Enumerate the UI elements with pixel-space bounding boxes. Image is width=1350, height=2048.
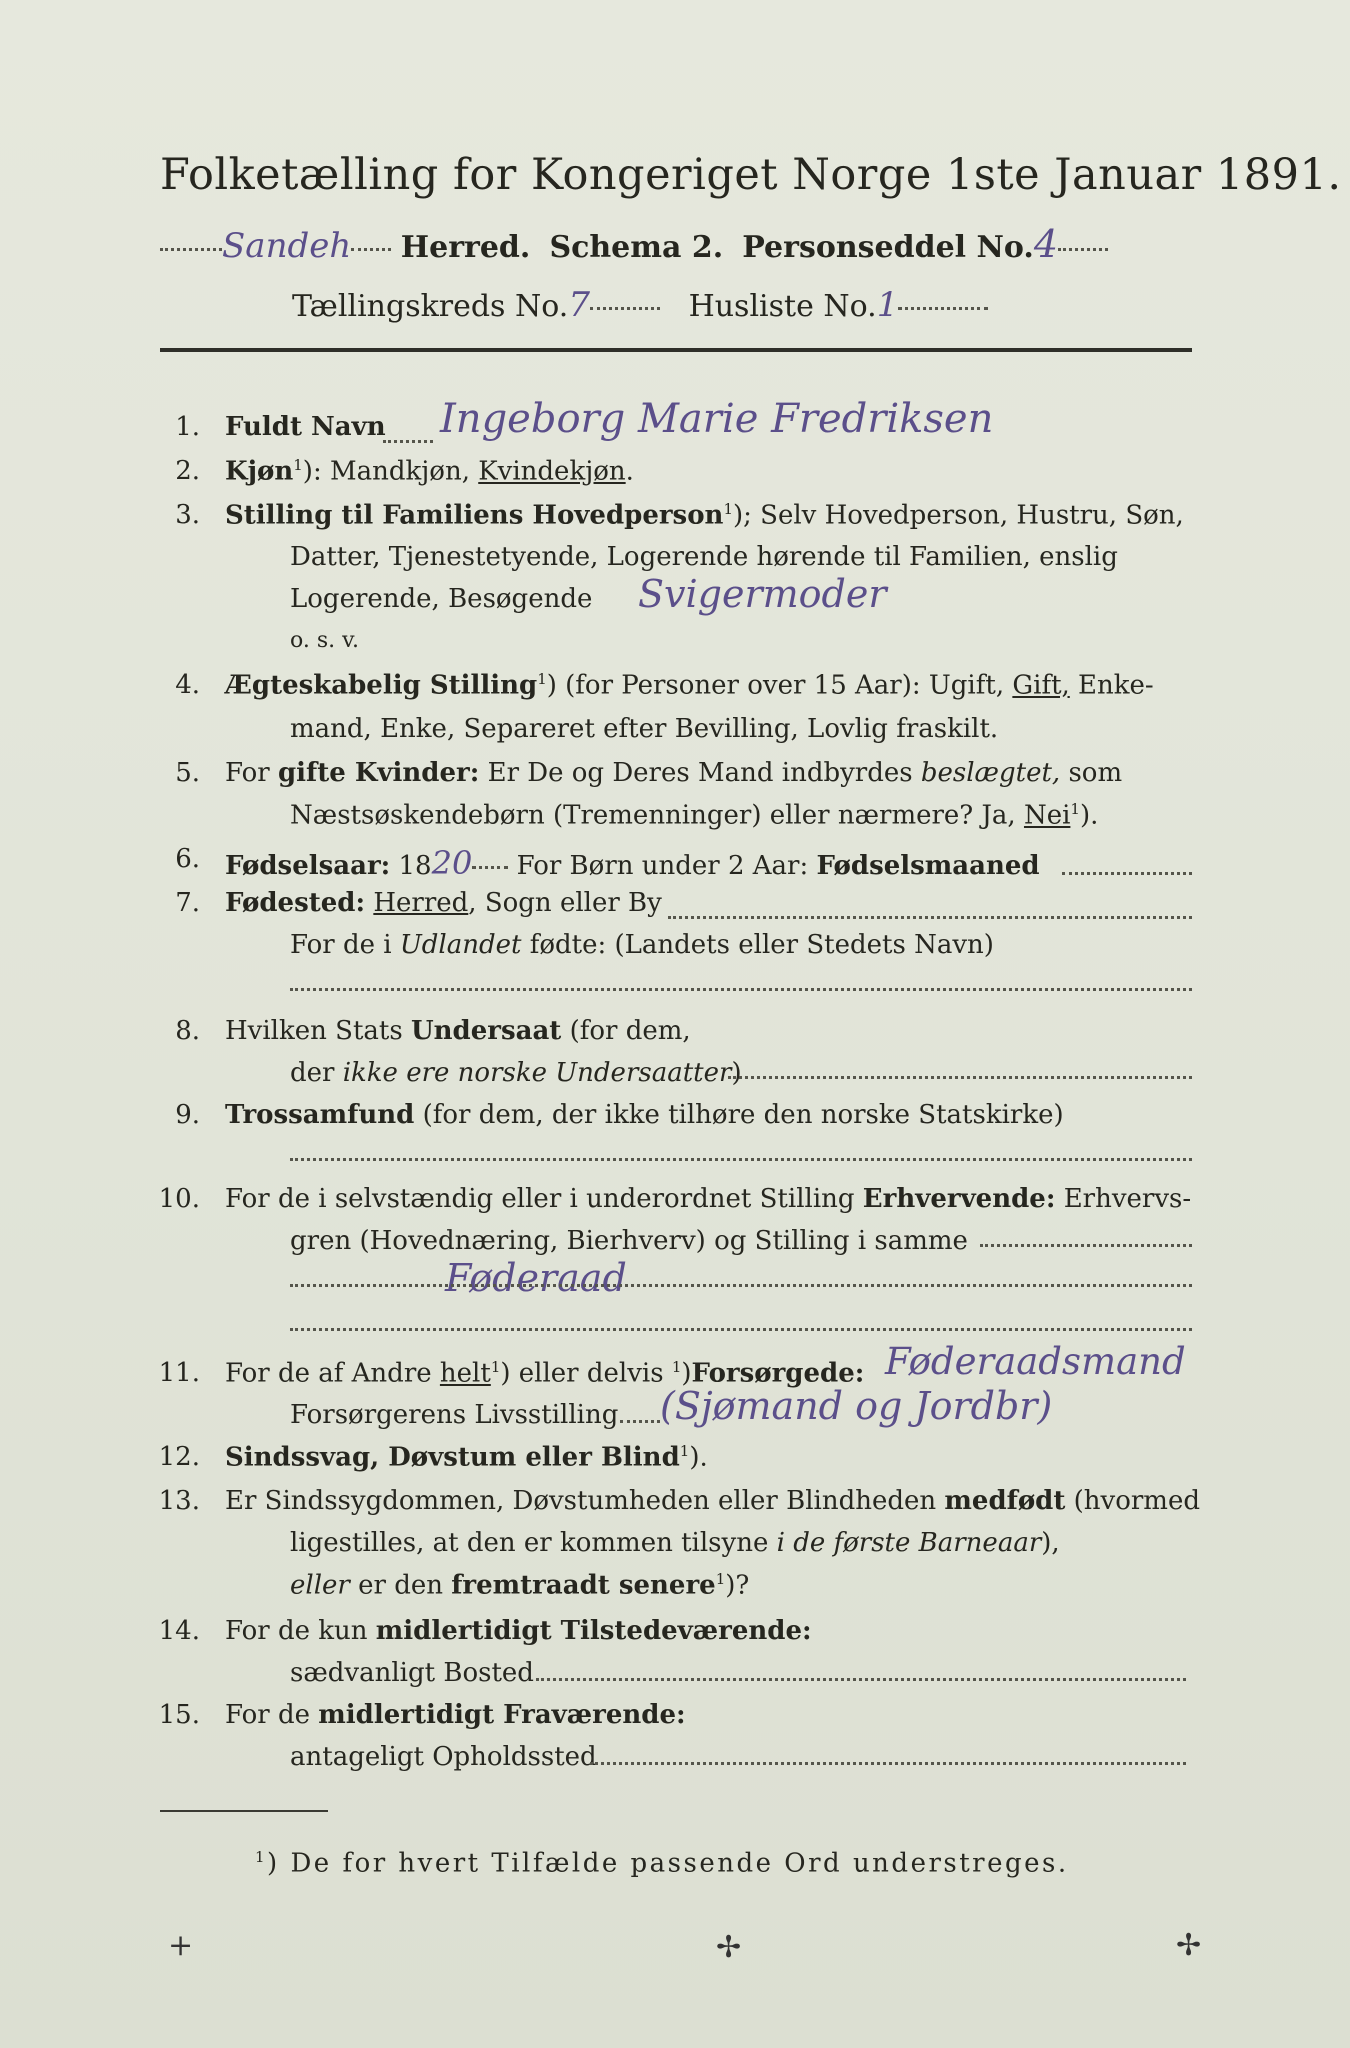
kreds-row: [292, 285, 988, 325]
item-10-line-2: gren (Hovednæring, Bierhverv) og Stilling i samme: [290, 1226, 968, 1256]
relation-answer: Svigermoder: [638, 572, 887, 616]
birthplace-selected: Herred: [373, 888, 469, 918]
item-15-line-1: For de midlertidigt Fraværende:: [225, 1700, 686, 1730]
item-11-line-2: Forsørgerens Livsstilling: [290, 1400, 619, 1430]
item-number: 7.: [175, 888, 200, 918]
item-7-line-1: Fødested: Herred, Sogn eller By: [225, 888, 662, 918]
item-number: 4.: [175, 670, 200, 700]
item-14-line-1: For de kun midlertidigt Tilstedeværende:: [225, 1616, 812, 1646]
item-2-gender: Kjøn$^1$): Mandkjøn, Kvindekjøn.: [225, 456, 634, 487]
item-15-line-2: antageligt Opholdssted: [290, 1742, 597, 1772]
schema-label: Schema 2.: [549, 230, 724, 265]
item-3-line-4: o. s. v.: [290, 628, 359, 653]
form-title: Folketælling for Kongeriget Norge 1ste Januar 1891.: [160, 150, 1342, 200]
marital-selected: Gift,: [1012, 670, 1070, 701]
registration-mark-icon: ✢: [716, 1930, 742, 1965]
related-selected: Nei: [1023, 800, 1071, 831]
kreds-value: 7: [568, 285, 590, 325]
footnote: $^1$) De for hvert Tilfælde passende Ord understreges.: [255, 1848, 1069, 1879]
footnote-rule: [160, 1810, 328, 1812]
item-8-line-2: der ikke ere norske Undersaatter): [290, 1058, 742, 1088]
item-number: 2.: [175, 456, 200, 486]
item-number: 15.: [158, 1700, 200, 1730]
item-10-line-1: For de i selvstændig eller i underordnet Stilling Erhvervende: Erhvervs-: [225, 1184, 1192, 1214]
supported-answer: Føderaadsmand: [885, 1340, 1186, 1383]
full-name-label: Fuldt Navn: [225, 412, 386, 442]
item-number: 1.: [175, 412, 200, 442]
item-14-line-2: sædvanligt Bosted: [290, 1658, 534, 1688]
item-6-birth-year: Fødselsaar: 1820 For Børn under 2 Aar: Fødselsmaaned: [225, 844, 1040, 882]
item-4-line-1: Ægteskabelig Stilling$^1$) (for Personer over 15 Aar): Ugift, Gift, Enke-: [225, 670, 1154, 701]
occupation-answer: Føderaad: [445, 1256, 627, 1300]
husliste-label: Husliste No.: [688, 289, 877, 324]
item-number: 10.: [158, 1184, 200, 1214]
herred-value: Sandeh: [222, 226, 352, 266]
item-5-line-2: Næstsøskendebørn (Tremenninger) eller nærmere? Ja, Nei$^1$).: [290, 800, 1099, 831]
item-3-line-2: Datter, Tjenestetyende, Logerende hørende til Familien, enslig: [290, 542, 1118, 572]
item-9-religion: Trossamfund (for dem, der ikke tilhøre den norske Statskirke): [225, 1100, 1064, 1130]
item-11-line-1: For de af Andre helt$^1$) eller delvis $^1$)Forsørgede:: [225, 1358, 865, 1389]
item-7-line-2: For de i Udlandet fødte: (Landets eller Stedets Navn): [290, 930, 994, 960]
kreds-label: Tællingskreds No.: [292, 289, 569, 324]
personseddel-label: Personseddel No.: [742, 230, 1034, 265]
provider-answer: (Sjømand og Jordbr): [660, 1384, 1053, 1428]
item-8-line-1: Hvilken Stats Undersaat (for dem,: [225, 1016, 691, 1046]
item-5-line-1: For gifte Kvinder: Er De og Deres Mand indbyrdes beslægtet, som: [225, 758, 1123, 788]
item-number: 8.: [175, 1016, 200, 1046]
item-number: 9.: [175, 1100, 200, 1130]
herred-label: Herred.: [400, 230, 531, 265]
item-4-line-2: mand, Enke, Separeret efter Bevilling, Lovlig fraskilt.: [290, 714, 999, 744]
full-name-answer: Ingeborg Marie Fredriksen: [440, 396, 994, 442]
item-13-line-2: ligestilles, at den er kommen tilsyne i de første Barneaar),: [290, 1528, 1060, 1558]
registration-mark-icon: +: [168, 1928, 194, 1963]
husliste-value: 1: [876, 285, 899, 325]
item-number: 6.: [175, 844, 200, 874]
item-3-line-3: Logerende, Besøgende: [290, 584, 593, 614]
item-12-disability: Sindssvag, Døvstum eller Blind$^1$).: [225, 1442, 708, 1473]
herred-row: [160, 222, 1108, 266]
item-13-line-3: eller er den fremtraadt senere$^1$)?: [290, 1570, 750, 1601]
birth-year-answer: 20: [431, 844, 473, 882]
item-3-line-1: Stilling til Familiens Hovedperson$^1$); Selv Hovedperson, Hustru, Søn,: [225, 500, 1184, 531]
personseddel-value: 4: [1033, 222, 1059, 266]
gender-selected: Kvindekjøn: [478, 456, 626, 487]
item-number: 12.: [158, 1442, 200, 1472]
registration-mark-icon: ✢: [1176, 1928, 1202, 1963]
item-number: 14.: [158, 1616, 200, 1646]
item-number: 13.: [158, 1486, 200, 1516]
item-number: 3.: [175, 500, 200, 530]
item-number: 5.: [175, 758, 200, 788]
item-number: 11.: [158, 1358, 200, 1388]
item-13-line-1: Er Sindssygdommen, Døvstumheden eller Blindheden medfødt (hvormed: [225, 1486, 1200, 1516]
supported-selected: helt: [439, 1358, 491, 1389]
item-1-full-name: [225, 412, 386, 442]
header-rule: [160, 348, 1192, 352]
